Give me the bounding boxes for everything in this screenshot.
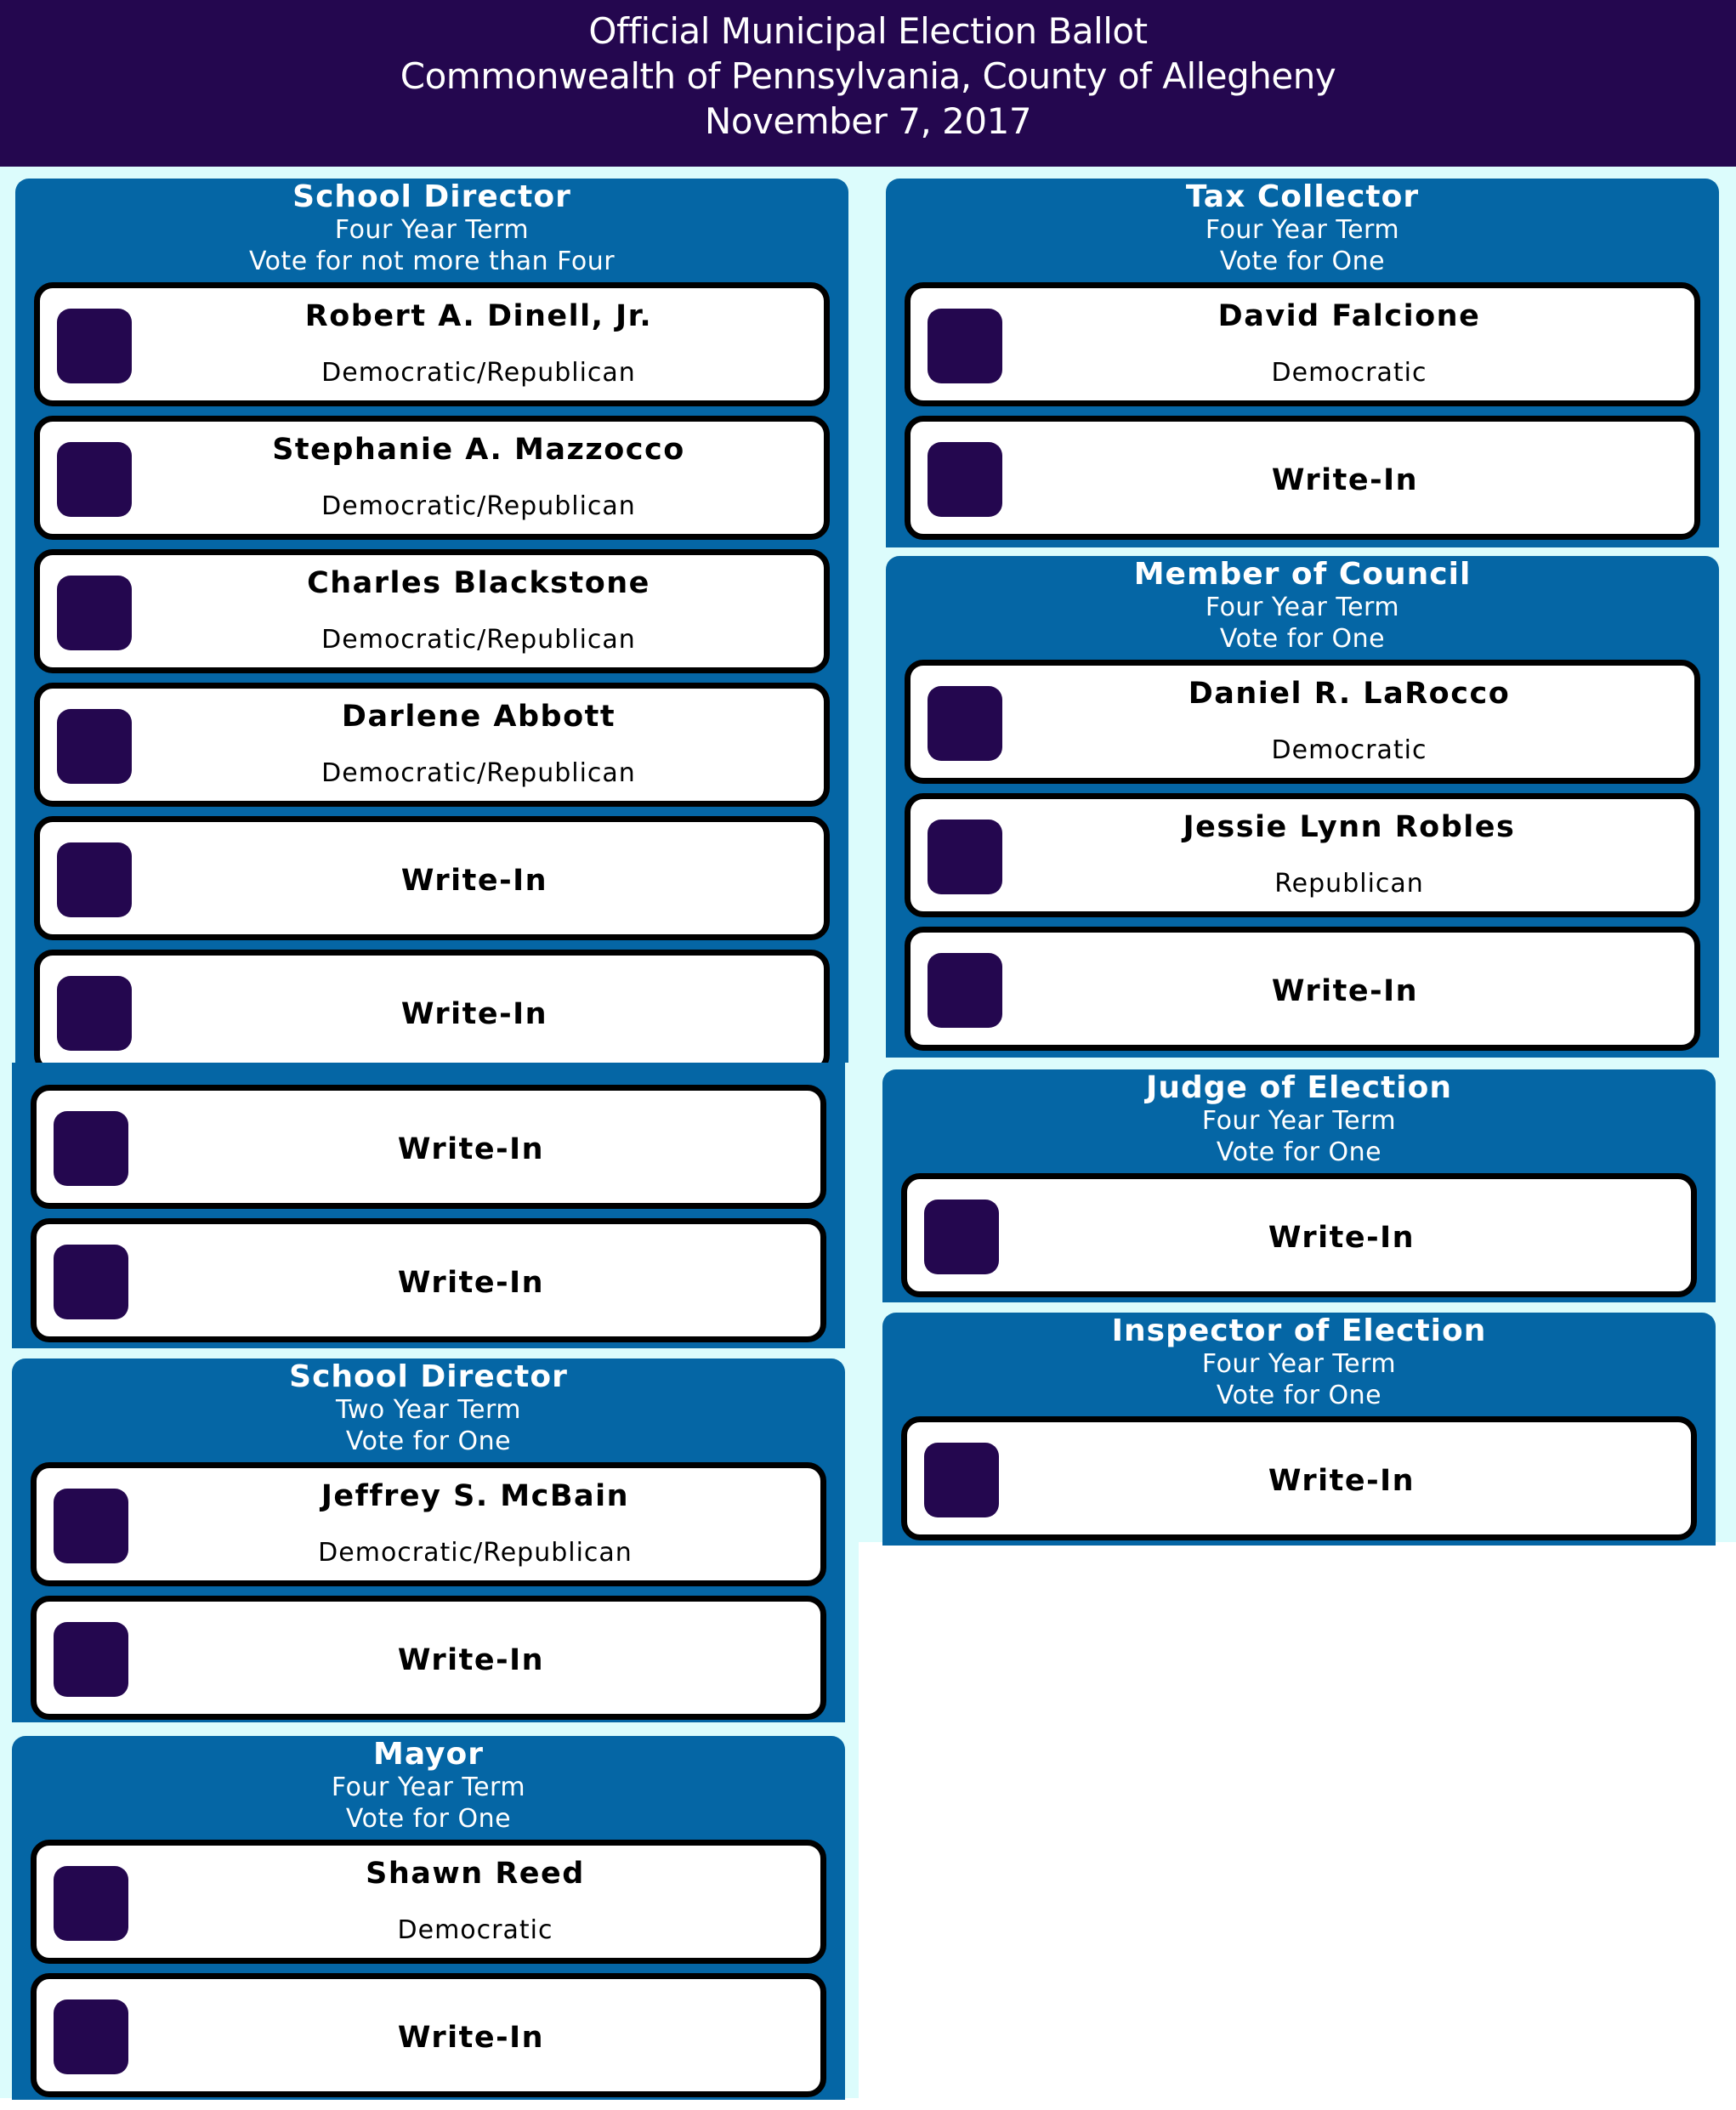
write-in-option[interactable] bbox=[31, 1085, 826, 1209]
candidate-option[interactable] bbox=[905, 793, 1700, 917]
vote-checkbox[interactable] bbox=[924, 1443, 999, 1517]
write-in-label: Write-In bbox=[1268, 1464, 1415, 1498]
race-header bbox=[12, 1736, 845, 1835]
write-in-label: Write-In bbox=[1271, 463, 1419, 497]
candidate-name: Stephanie A. Mazzocco bbox=[272, 433, 685, 467]
candidate-option[interactable] bbox=[34, 549, 830, 673]
race-term: Four Year Term bbox=[334, 215, 530, 245]
vote-checkbox[interactable] bbox=[924, 1200, 999, 1274]
write-in-label: Write-In bbox=[397, 1132, 545, 1166]
write-in-option[interactable] bbox=[905, 416, 1700, 540]
race-header bbox=[886, 179, 1719, 277]
vote-checkbox[interactable] bbox=[57, 309, 132, 383]
race-term: Four Year Term bbox=[331, 1773, 526, 1802]
candidate-name: Shawn Reed bbox=[366, 1857, 585, 1891]
race-header bbox=[12, 1358, 845, 1457]
vote-checkbox[interactable] bbox=[54, 1622, 128, 1697]
race-title: Judge of Election bbox=[1145, 1070, 1453, 1105]
race-instruction: Vote for not more than Four bbox=[248, 247, 616, 276]
race-tax-collector bbox=[886, 179, 1719, 547]
race-title: Member of Council bbox=[1133, 557, 1472, 592]
race-header bbox=[15, 179, 848, 277]
vote-checkbox[interactable] bbox=[57, 442, 132, 517]
vote-checkbox[interactable] bbox=[57, 976, 132, 1051]
race-term: Four Year Term bbox=[1201, 1106, 1397, 1136]
write-in-option[interactable] bbox=[905, 927, 1700, 1051]
vote-checkbox[interactable] bbox=[57, 576, 132, 650]
race-school-director-four-year-continued bbox=[12, 1063, 845, 1348]
empty-area bbox=[859, 1542, 1736, 2110]
candidate-party: Democratic/Republican bbox=[321, 358, 636, 388]
vote-checkbox[interactable] bbox=[928, 686, 1002, 761]
race-header bbox=[882, 1069, 1716, 1168]
ballot-header bbox=[0, 0, 1736, 167]
write-in-label: Write-In bbox=[397, 1643, 545, 1677]
write-in-label: Write-In bbox=[400, 864, 548, 898]
race-mayor bbox=[12, 1736, 845, 2100]
write-in-option[interactable] bbox=[901, 1416, 1697, 1540]
write-in-label: Write-In bbox=[1271, 974, 1419, 1008]
race-term: Four Year Term bbox=[1205, 215, 1400, 245]
candidate-party: Democratic bbox=[1271, 735, 1427, 765]
write-in-label: Write-In bbox=[400, 997, 548, 1031]
vote-checkbox[interactable] bbox=[54, 1866, 128, 1941]
candidate-name: David Falcione bbox=[1217, 299, 1481, 333]
ballot-jurisdiction: Commonwealth of Pennsylvania, County of Allegheny bbox=[400, 55, 1336, 97]
race-instruction: Vote for One bbox=[1216, 1137, 1382, 1167]
write-in-option[interactable] bbox=[901, 1173, 1697, 1297]
race-judge-of-election bbox=[882, 1069, 1716, 1302]
candidate-party: Democratic/Republican bbox=[318, 1538, 633, 1568]
race-title: Tax Collector bbox=[1185, 179, 1420, 214]
candidate-option[interactable] bbox=[31, 1840, 826, 1964]
candidate-name: Robert A. Dinell, Jr. bbox=[304, 299, 653, 333]
vote-checkbox[interactable] bbox=[54, 1245, 128, 1319]
vote-checkbox[interactable] bbox=[54, 1111, 128, 1186]
write-in-label: Write-In bbox=[1268, 1221, 1415, 1255]
race-header bbox=[882, 1313, 1716, 1411]
candidate-option[interactable] bbox=[905, 660, 1700, 784]
write-in-option[interactable] bbox=[34, 816, 830, 940]
candidate-option[interactable] bbox=[34, 282, 830, 406]
candidate-name: Daniel R. LaRocco bbox=[1188, 677, 1511, 711]
vote-checkbox[interactable] bbox=[54, 1489, 128, 1563]
race-title: School Director bbox=[289, 1359, 568, 1394]
write-in-label: Write-In bbox=[397, 2021, 545, 2055]
candidate-name: Darlene Abbott bbox=[341, 700, 616, 734]
race-instruction: Vote for One bbox=[345, 1427, 512, 1456]
race-member-of-council bbox=[886, 556, 1719, 1058]
write-in-option[interactable] bbox=[31, 1218, 826, 1342]
candidate-option[interactable] bbox=[905, 282, 1700, 406]
race-title: Inspector of Election bbox=[1111, 1313, 1487, 1348]
race-header bbox=[886, 556, 1719, 655]
candidate-party: Democratic/Republican bbox=[321, 625, 636, 655]
race-school-director-two-year bbox=[12, 1358, 845, 1722]
vote-checkbox[interactable] bbox=[57, 709, 132, 784]
race-instruction: Vote for One bbox=[345, 1804, 512, 1834]
race-title: Mayor bbox=[373, 1737, 484, 1772]
candidate-name: Charles Blackstone bbox=[307, 566, 650, 600]
candidate-party: Democratic bbox=[397, 1915, 553, 1945]
empty-area bbox=[0, 2098, 859, 2110]
candidate-option[interactable] bbox=[34, 416, 830, 540]
race-inspector-of-election bbox=[882, 1313, 1716, 1546]
race-instruction: Vote for One bbox=[1219, 247, 1386, 276]
vote-checkbox[interactable] bbox=[928, 953, 1002, 1028]
write-in-label: Write-In bbox=[397, 1266, 545, 1300]
candidate-party: Democratic/Republican bbox=[321, 491, 636, 521]
vote-checkbox[interactable] bbox=[57, 842, 132, 917]
vote-checkbox[interactable] bbox=[54, 1999, 128, 2074]
candidate-option[interactable] bbox=[34, 683, 830, 807]
race-term: Four Year Term bbox=[1205, 593, 1400, 622]
race-title: School Director bbox=[292, 179, 571, 214]
race-instruction: Vote for One bbox=[1219, 624, 1386, 654]
ballot-title: Official Municipal Election Ballot bbox=[588, 10, 1148, 52]
write-in-option[interactable] bbox=[31, 1596, 826, 1720]
race-school-director-four-year bbox=[15, 179, 848, 1063]
write-in-option[interactable] bbox=[31, 1973, 826, 2097]
race-term: Four Year Term bbox=[1201, 1349, 1397, 1379]
vote-checkbox[interactable] bbox=[928, 442, 1002, 517]
vote-checkbox[interactable] bbox=[928, 820, 1002, 894]
candidate-party: Democratic bbox=[1271, 358, 1427, 388]
candidate-name: Jeffrey S. McBain bbox=[321, 1479, 630, 1513]
candidate-party: Democratic/Republican bbox=[321, 758, 636, 788]
candidate-option[interactable] bbox=[31, 1462, 826, 1586]
candidate-name: Jessie Lynn Robles bbox=[1183, 810, 1516, 844]
write-in-option[interactable] bbox=[34, 950, 830, 1074]
race-term: Two Year Term bbox=[335, 1395, 522, 1425]
race-instruction: Vote for One bbox=[1216, 1381, 1382, 1410]
vote-checkbox[interactable] bbox=[928, 309, 1002, 383]
ballot-date: November 7, 2017 bbox=[704, 100, 1032, 142]
candidate-party: Republican bbox=[1274, 869, 1424, 899]
